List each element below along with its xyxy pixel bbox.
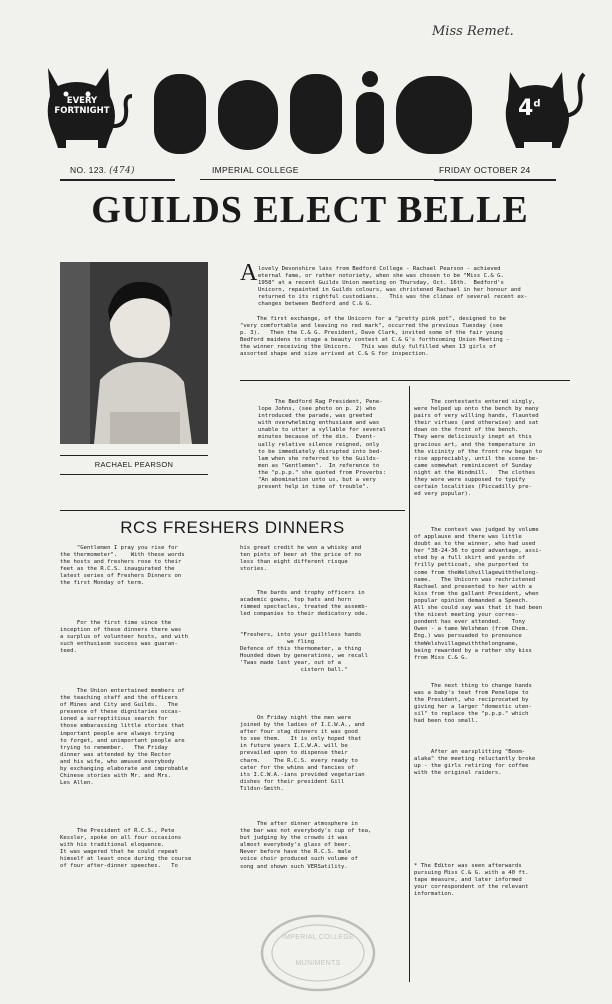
price-value [518,96,540,121]
right-cat-badge [496,56,586,152]
rcs-c2-p3: "Freshers, into your guiltless hands we fling Defence of this thermometer, a thing Hounded down by generations, we recall 'Twas made last year, out of a cistern ball." [240,632,368,674]
lead-para-2: The first exchange, of the Unicorn for a "pretty pink pot", designed to be "very comfortable and leaving no red mark", occurred the previous Tuesday (see p. 3). Then the C.& G. President, Dave Clark, invited some of the fair young Bedford maidens to stage a beauty contest at C.& G's forthcoming Union Meeting - the winner receiving the Unicorn. This was duly fulfilled when 13 girls of assorted shape and size arrived at C.& G for inspection. [240,316,510,358]
portrait-photo [60,262,208,444]
handwritten-note: Miss Remet. [432,24,514,39]
issue-number: NO. 123. [70,165,107,175]
masthead-title-wrap [150,70,480,160]
left-cat-badge [36,56,136,152]
headline: GUILDS ELECT BELLE [91,189,529,231]
rule-issue-mid [200,179,440,180]
lead-col-right-low: The next thing to change hands was a baby's teat from Penelope to the President, who reciprocated by giving her a larger "domestic uten- sil" to replace the "p.p.p." which had been too small. [414,683,532,725]
rcs-c2-p5: The after dinner atmosphere in the bar was not everybody's cup of tea, but judging by the crowds it was almost everybody's glass of beer. Never before have the R.C.S. male voice choir produced such volume of song and shown such VERSatility. [240,821,372,870]
price-number: 4 [518,96,534,121]
college-name: IMPERIAL COLLEGE [212,165,299,175]
rcs-c1-p2: For the first time since the inception of these dinners there was a surplus of volunteer hosts, and with such enthusiasm success was guaran- teed. [60,620,188,655]
dropcap: A [240,260,258,286]
rule-lead [240,380,570,381]
editor-note: * The Editor was seen afterwards pursuing Miss C.& G. with a 40 ft. tape measure, and later informed your correspondent of the relevant information. [414,863,529,898]
rule-vertical-right [409,386,410,982]
handwritten-issue-number: (474) [109,166,135,176]
badge-line-2: FORTNIGHT [54,106,110,116]
rcs-c2-p1: his great credit he won a whisky and ten pints of beer at the price of no less than eight different risque stories. [240,545,362,573]
rcs-heading: RCS FRESHERS DINNERS [120,518,345,537]
rcs-c1-p3: The Union entertained members of the teaching staff and the officers of Mines and City and Guilds. The presence of these dignitaries occas- ioned a surreptitious search for those embarassing little stories that important people are always trying to forget, and unimportant people are trying to remember. The Friday dinner was attended by the Rector and his wife, who amused everybody by exchanging elaborate and improbable Chinese stories with Mr. and Mrs. Les Allen. [60,688,188,787]
stamp-line-2: MUNIMENTS [295,960,341,967]
lead-col-right-mid: The contest was judged by volume of applause and there was little doubt as to the winner, who had used her "38-24-36 to good advantage, assi- sted by a full skirt and yards of frilly petticoat, she purported to come from theWelshvillagewiththelong- name. The Unicorn was rechristened Rachael and presented to her with a kiss from the gallant President, when popular opinion demanded a Speech. All she could say was that it had been the nicest meeting your corres- pondent has ever attended. Tony Owen - a tame Welshman (from Chem. Eng.) was persuaded to pronounce theWelshvillagewiththelongname, being rewarded by a rather shy kiss from Miss C.& G. [414,527,542,661]
lead-col-right-low2: After an earsplitting "Boom- alaka" the meeting reluctantly broke up - the girls retiring for coffee with the original raiders. [414,749,536,777]
issue-number-wrap [70,165,135,176]
rule-issue-right [434,179,556,181]
muniments-stamp [258,912,378,994]
rcs-c1-p1: "Gentlemen I pray you rise for the thermometer". With these words the hosts and freshers rose to their feet as the R.C.S. inaugurated the latest series of Freshers Dinners on the first Monday of term. [60,545,185,587]
black-cat-price-icon [496,56,586,152]
stamp-line-1: IMPERIAL COLLEGE [281,934,355,941]
rcs-c2-p4: On Friday night the men were joined by the ladies of I.C.W.A., and after four stag dinners it was good to see them. It is only hoped that in future years I.C.W.A. will be prevailed upon to dispense their charm. The R.C.S. every ready to cater for the whims and fancies of its I.C.W.A.-ians provided vegetarian dishes for their president Gill Tildsn-Smith. [240,715,365,792]
rcs-c2-p2: The bards and trophy officers in academic gowns, top hats and horn rimmed spectacles, treated the assemb- led companies to their dedicatory ode. [240,590,368,618]
issue-date: FRIDAY OCTOBER 24 [439,165,531,175]
rule-caption-top [60,455,208,456]
lead-col-right-top: The contestants entered singly, were helped up onto the bench by many pairs of very willing hands, flaunted their virtues (and otherwise) and sat down on the front of the bench. They were deliciously inept at this gracious art, and the temperature in the vicinity of the front row began to rise appreciably, until the scene be- came somewhat reminiscent of Sunday night at the Windmill. The clothes they wore were supposed to typify certain localities (Piccadilly pre- ed very popular). [414,399,542,498]
badge-text [50,96,114,116]
rule-caption-bottom [60,474,208,475]
rule-rcs-top [60,510,405,511]
lead-para-1: lovely Devonshire lass from Bedford College - Rachael Pearson - achieved eternal fame, or rather notoriety, when she was chosen to be "Miss C.& G. 1958" at a recent Guilds Union meeting on Thursday, Oct. 16th. Bedford's Unicorn, repainted in Guilds colours, was christened Rachael in her honour and returned to its rightful custodians. This was the climax of several recent ex- changes between Bedford and C.& G. [258,266,528,308]
lead-col-mid: The Bedford Rag President, Pene- lope Johns, (see photo on p. 2) who introduced the parade, was greeted with overwhelming enthusiasm and was unable to utter a syllable for several minutes because of the din. Event- ually relative silence reigned, only to be immediately disrupted into bed- lam when she referred to the Guilds- men as "Gentlemen". In reference to the "p.p.p." she quoted from Proverbs: "An abomination unto us, but a very present help in time of trouble". [258,399,386,491]
photo-caption: RACHAEL PEARSON [94,460,174,469]
rule-issue-left [60,179,175,181]
photo-rachael-pearson [60,262,208,444]
price-unit: d [533,98,541,110]
rcs-c1-p4: The President of R.C.S., Pete Kessler, spoke on all four occasions with his traditional eloquence. It was wagered that he could repeat himself at least once during the course of four after-dinner speeches. To [60,828,192,870]
masthead-title [150,70,480,160]
stamp-oval-icon [258,912,378,994]
badge-line-1: EVERY [66,96,98,106]
